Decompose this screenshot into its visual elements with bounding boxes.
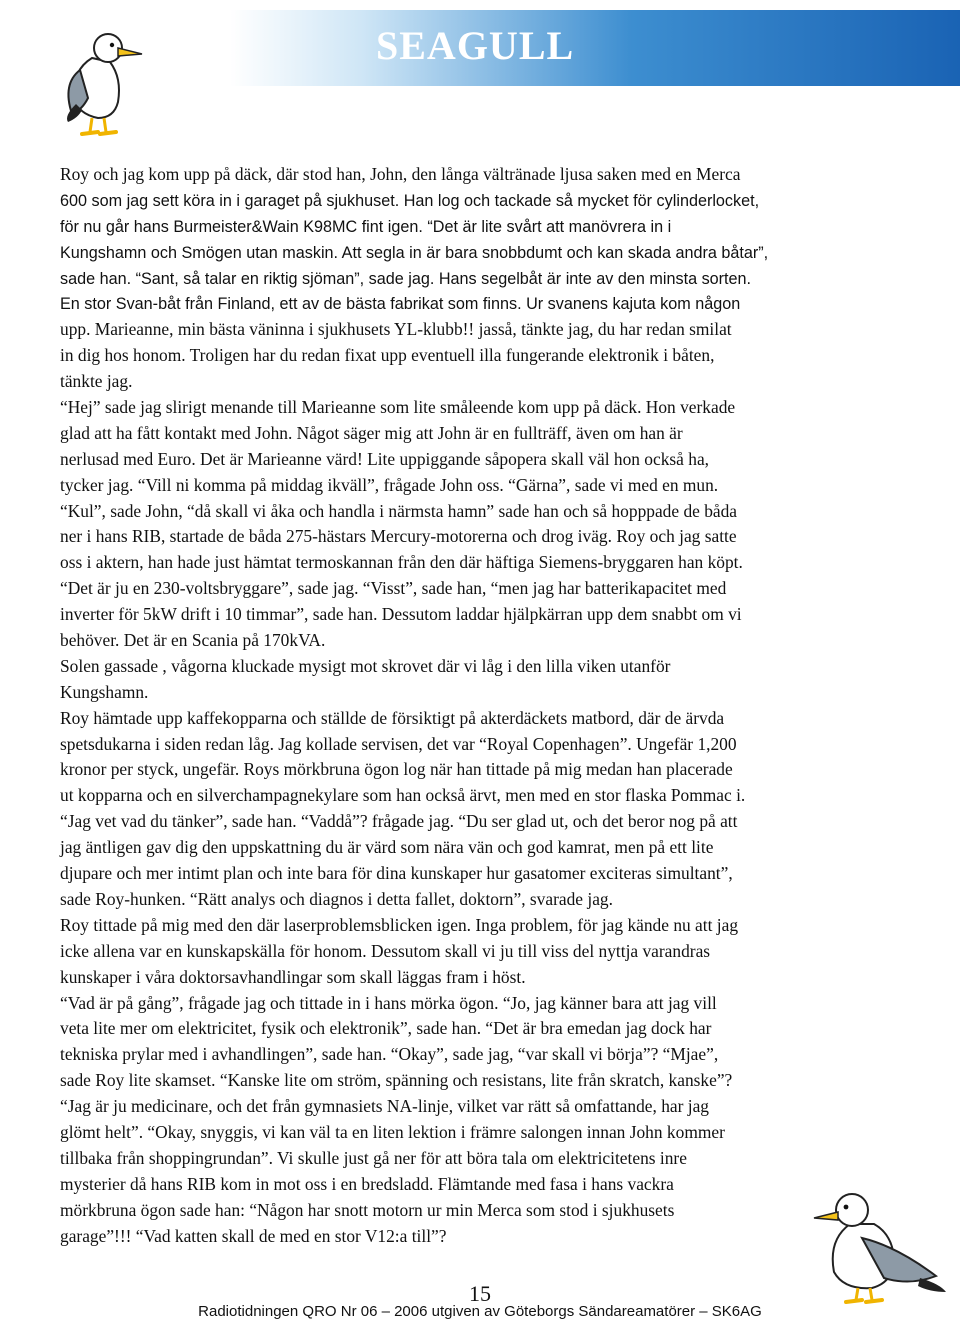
text-segment: tänkte jag. (60, 371, 133, 392)
text-line (60, 214, 900, 240)
text-line (60, 1042, 900, 1068)
header-banner (230, 10, 960, 86)
text-line (60, 809, 900, 835)
text-line (60, 991, 900, 1017)
text-line (60, 369, 900, 395)
text-line (60, 421, 900, 447)
text-segment: för nu går hans Burmeister&Wain K98MC fint igen. (60, 217, 428, 236)
text-segment: Solen gassade , vågorna kluckade mysigt mot skrovet där vi låg i den lilla viken utanför (60, 655, 671, 676)
text-segment: En stor Svan-båt från Finland, ett av de bästa fabrikat som finns. Ur svanens kajuta kom någon (60, 295, 741, 314)
text-segment: kunskaper i våra doktorsavhandlingar som skall läggas fram i höst. (60, 966, 526, 987)
text-segment: mysterier då hans RIB kom in mot oss i en bredsladd. Flämtande med fasa i hans vackra (60, 1173, 674, 1194)
text-segment: “Vad är på gång”, frågade jag och tittade in i hans mörka ögon. “Jo, jag känner bara att jag vill (60, 992, 717, 1013)
page-footer: Radiotidningen QRO Nr 06 – 2006 utgiven av Göteborgs Sändareamatörer – SK6AG (198, 1303, 762, 1320)
text-segment: sade han. (60, 269, 136, 288)
text-segment: tycker jag. “Vill ni komma på middag ikväll”, frågade John oss. “Gärna”, sade vi med en mun. (60, 474, 719, 495)
text-line (60, 266, 900, 292)
text-line (60, 576, 900, 602)
text-line (60, 395, 900, 421)
text-line (60, 913, 900, 939)
text-segment: djupare och mer intimt plan och inte bara för dina kunskaper hur gasatomer exciteras simultant”, (60, 863, 733, 884)
text-segment: mörkbruna ögon sade han: “Någon har snott motorn ur min Merca som stod i sjukhusets (60, 1199, 675, 1220)
text-segment: Roy hämtade upp kaffekopparna och ställde de försiktigt på akterdäckets matbord, där de ärvda (60, 707, 725, 728)
text-segment: Roy och jag kom upp på däck, där stod han, John, den långa vältränade ljusa saken med en Merca (60, 164, 741, 184)
text-line (60, 732, 900, 758)
text-segment: glömt helt”. “Okay, snyggis, vi kan väl ta en liten lektion i främre salongen innan John kommer (60, 1121, 725, 1142)
text-line (60, 447, 900, 473)
text-segment: tillbaka från shoppingrundan”. Vi skulle just gå ner för att böra tala om elektricitetens inre (60, 1147, 687, 1168)
text-line (60, 861, 900, 887)
text-segment: “Kul”, sade John, “då skall vi åka och handla i närmsta hamn” sade han och så hopppade de båda (60, 500, 738, 521)
text-line (60, 499, 900, 525)
text-line (60, 1146, 900, 1172)
text-segment: sade Roy lite skamset. “Kanske lite om ström, spänning och resistans, lite från skratch, kanske”? (60, 1070, 733, 1091)
text-segment: “Hej” sade jag slirigt menande till Marieanne som lite småleende kom upp på däck. Hon verkade (60, 397, 736, 418)
text-line (60, 343, 900, 369)
text-segment: Kungshamn. (60, 681, 149, 702)
text-segment: veta lite mer om elektricitet, fysik och elektronik”, sade han. “Det är bra emedan jag dock har (60, 1018, 712, 1039)
text-segment: spetsdukarna i siden redan låg. Jag kollade servisen, det var “Royal Copenhagen”. Ungefär 1,200 (60, 733, 737, 754)
text-segment: icke allena var en kunskapskälla för honom. Dessutom skall vi ju till viss del nyttja varandras (60, 940, 711, 961)
article-body (60, 162, 900, 1249)
text-segment: Kungshamn och Smögen utan maskin. (60, 243, 342, 262)
text-line (60, 602, 900, 628)
text-line (60, 550, 900, 576)
text-segment: tekniska prylar med i avhandlingen”, sade han. “Okay”, sade jag, “var skall vi börja”? “Mjae”, (60, 1044, 719, 1065)
text-segment: “Jag vet vad du tänker”, sade han. “Vaddå”? frågade jag. “Du ser glad ut, och det beror nog på att (60, 811, 738, 832)
text-line (60, 654, 900, 680)
page-number: 15 (469, 1281, 491, 1306)
text-line (60, 240, 900, 266)
text-segment: “Det är lite svårt att manövrera in i (427, 217, 672, 236)
text-line (60, 188, 900, 214)
text-segment: behöver. Det är en Scania på 170kVA. (60, 630, 326, 651)
seagull-icon (52, 18, 152, 143)
text-line (60, 783, 900, 809)
text-line (60, 1198, 900, 1224)
text-segment: Roy tittade på mig med den där laserproblemsblicken igen. Inga problem, för jag kände nu att jag (60, 914, 739, 935)
text-line (60, 680, 900, 706)
text-line (60, 965, 900, 991)
page-title: SEAGULL (376, 23, 575, 68)
text-segment: Att segla in är bara snobbdumt och kan skada andra båtar”, (341, 243, 769, 262)
text-segment: garage”!!! “Vad katten skall de med en stor V12:a till”? (60, 1225, 447, 1246)
text-line (60, 1094, 900, 1120)
text-segment: in dig hos honom. Troligen har du redan fixat upp eventuell illa fungerande elektronik i båten, (60, 345, 715, 366)
text-segment: upp. Marieanne, min bästa väninna i sjukhusets YL-klubb!! jasså, tänkte jag, du har redan smilat (60, 319, 732, 340)
text-segment: ner i hans RIB, startade de båda 275-hästars Mercury-motorerna och drog iväg. Roy och jag satte (60, 526, 737, 547)
text-segment: nerlusad med Euro. Det är Marieanne värd! Lite uppiggande såpopera skall väl hon också ha, (60, 448, 710, 469)
text-line (60, 473, 900, 499)
text-line (60, 524, 900, 550)
text-segment: “Jag är ju medicinare, och det från gymnasiets NA-linje, vilket var rätt så omfattande, har jag (60, 1096, 710, 1117)
text-segment: sade Roy-hunken. “Rätt analys och diagnos i detta fallet, doktorn”, svarade jag. (60, 888, 613, 909)
text-segment: ut kopparna och en silverchampagnekylare som han också ärvt, men med en stor flaska Pommac i. (60, 785, 746, 806)
text-segment: “Det är ju en 230-voltsbryggare”, sade jag. “Visst”, sade han, “men jag har batterikapacitet med (60, 578, 727, 599)
text-segment: 600 som jag sett köra in i garaget på sjukhuset. Han log och tackade så mycket för cylinderlocket, (60, 191, 760, 210)
text-segment: oss i aktern, han hade just hämtat termoskannan från den där häftiga Siemens-bryggaren han köpt. (60, 552, 743, 573)
text-segment: “Sant, så talar en riktig sjöman”, sade jag. Hans segelbåt är inte av den minsta sorten. (135, 269, 752, 288)
text-line (60, 291, 900, 317)
text-line (60, 1068, 900, 1094)
text-line (60, 835, 900, 861)
text-line (60, 628, 900, 654)
text-segment: glad att ha fått kontakt med John. Något säger mig att John är en fullträff, även om han är (60, 422, 683, 443)
text-line (60, 317, 900, 343)
text-line (60, 1016, 900, 1042)
text-segment: kronor per styck, ungefär. Roys mörkbruna ögon log när han tittade på mig medan han placerade (60, 759, 733, 780)
text-line (60, 162, 900, 188)
text-line (60, 939, 900, 965)
text-line (60, 1224, 900, 1250)
text-line (60, 1120, 900, 1146)
text-line (60, 1172, 900, 1198)
text-line (60, 706, 900, 732)
text-line (60, 887, 900, 913)
text-line (60, 757, 900, 783)
text-segment: jag äntligen gav dig den uppskattning du är värd som nära vän och god kamrat, men på ett lite (60, 837, 714, 858)
text-segment: inverter för 5kW drift i 10 timmar”, sade han. Dessutom laddar hjälpkärran upp dem snabbt om vi (60, 604, 742, 625)
